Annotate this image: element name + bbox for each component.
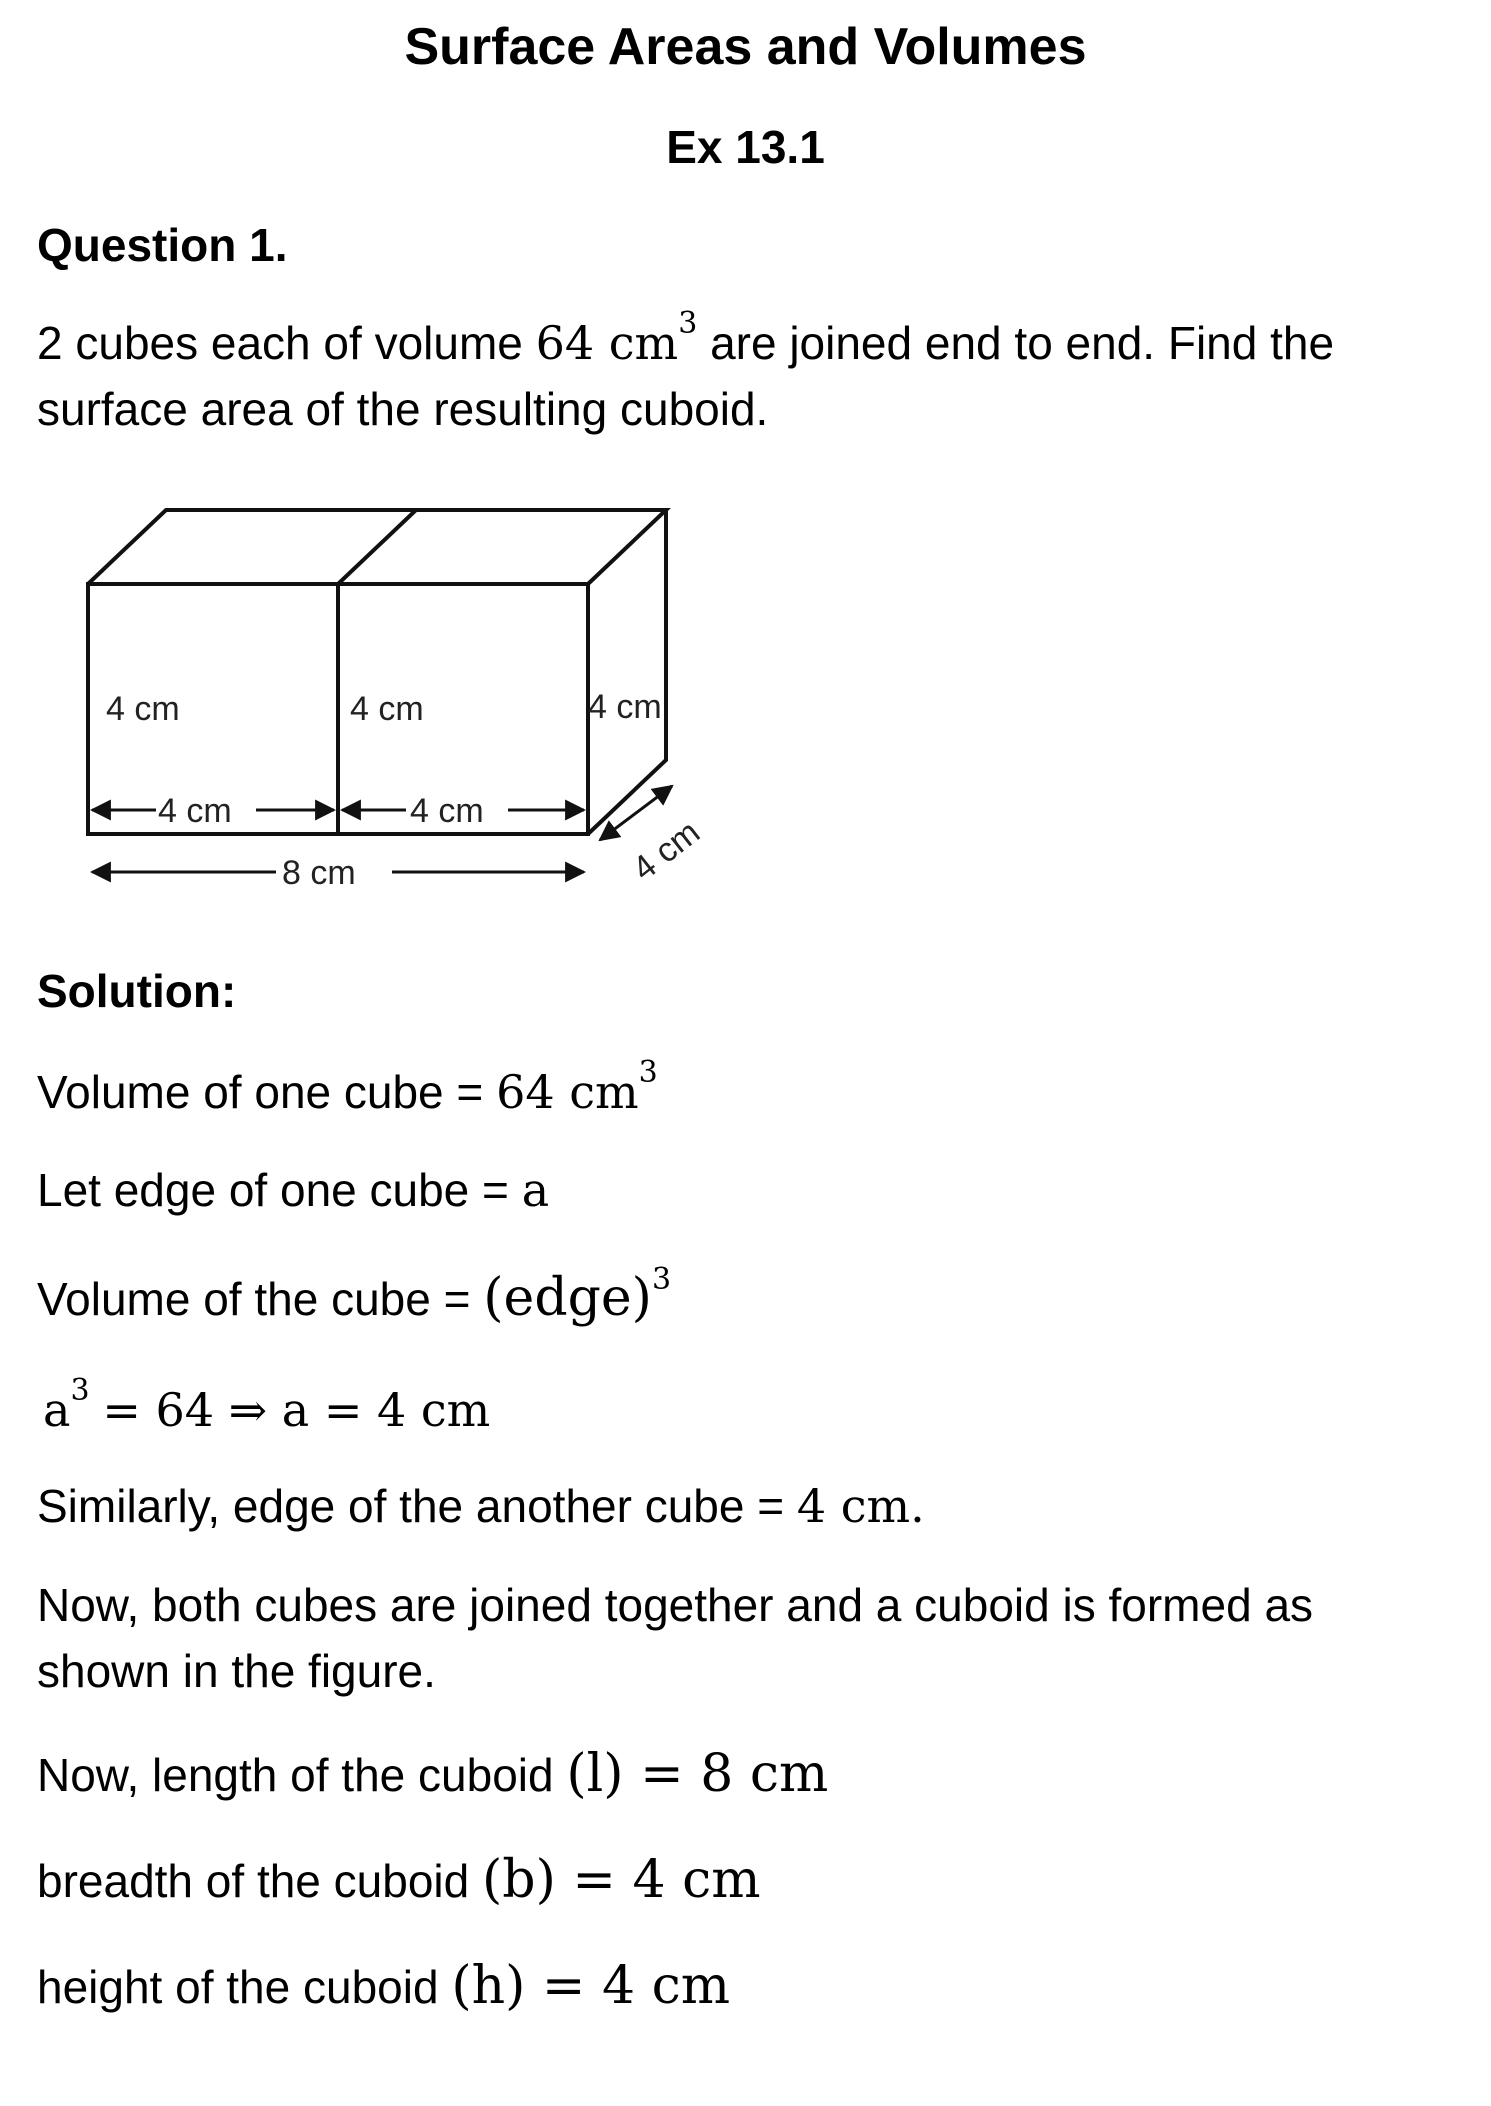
solution-line-7-text: Now, length of the cuboid bbox=[37, 1749, 554, 1801]
solution-line-4 bbox=[37, 1373, 491, 1440]
question-label: Question 1. bbox=[37, 219, 288, 271]
solution-line-8 bbox=[37, 1850, 761, 1911]
exercise-title: Ex 13.1 bbox=[666, 121, 825, 173]
question-text bbox=[37, 306, 1457, 442]
question-volume-math: 64 cm bbox=[535, 316, 679, 370]
cuboid-figure bbox=[60, 490, 760, 910]
solution-line-5-text: Similarly, edge of the another cube = bbox=[37, 1480, 785, 1532]
solution-line-3-math: (edge) bbox=[483, 1268, 652, 1328]
solution-line-9-math: (h) = 4 cm bbox=[451, 1956, 731, 2016]
cube1-width-label: 4 cm bbox=[158, 792, 232, 830]
solution-line-1-exponent: 3 bbox=[638, 1055, 658, 1090]
solution-line-4-a: a bbox=[43, 1383, 71, 1437]
solution-line-4-rest: = 64 ⇒ a = 4 cm bbox=[102, 1383, 491, 1437]
side-face bbox=[588, 510, 666, 834]
solution-line-1-math: 64 cm bbox=[496, 1065, 639, 1119]
depth-label: 4 cm bbox=[625, 812, 707, 889]
solution-line-3-exponent: 3 bbox=[651, 1262, 672, 1297]
cuboid-diagram bbox=[60, 490, 760, 910]
solution-label: Solution: bbox=[37, 965, 237, 1017]
question-text-after: are joined end to end. Find the surface area of the resulting cuboid. bbox=[37, 317, 1335, 435]
solution-line-3-text: Volume of the cube = bbox=[37, 1273, 471, 1325]
solution-line-9 bbox=[37, 1956, 730, 2017]
cube1-height-label: 4 cm bbox=[106, 690, 180, 728]
solution-line-8-math: (b) = 4 cm bbox=[482, 1850, 761, 1910]
solution-line-9-text: height of the cuboid bbox=[37, 1961, 439, 2013]
solution-line-6: Now, both cubes are joined together and a cuboid is formed as shown in the figure. bbox=[37, 1579, 1314, 1697]
solution-line-1-text: Volume of one cube = bbox=[37, 1066, 484, 1118]
side-height-label: 4 cm bbox=[588, 688, 662, 726]
solution-line-5 bbox=[37, 1476, 925, 1536]
solution-line-7-math: (l) = 8 cm bbox=[566, 1744, 829, 1804]
solution-line-3 bbox=[37, 1262, 672, 1329]
solution-line-4-exponent: 3 bbox=[70, 1373, 90, 1408]
top-divider bbox=[338, 510, 416, 584]
solution-line-5-math: 4 cm. bbox=[796, 1479, 925, 1533]
solution-line-2-math: a bbox=[521, 1163, 550, 1217]
question-volume-exponent: 3 bbox=[678, 306, 698, 341]
total-length-label: 8 cm bbox=[282, 854, 356, 892]
solution-line-2 bbox=[37, 1160, 549, 1220]
solution-line-7 bbox=[37, 1744, 828, 1805]
cuboid-edges bbox=[88, 510, 666, 834]
solution-line-1 bbox=[37, 1055, 658, 1122]
cube2-height-label: 4 cm bbox=[350, 690, 424, 728]
cube2-width-label: 4 cm bbox=[410, 792, 484, 830]
solution-line-8-text: breadth of the cuboid bbox=[37, 1855, 470, 1907]
question-text-before: 2 cubes each of volume bbox=[37, 317, 523, 369]
solution-line-2-text: Let edge of one cube = bbox=[37, 1164, 509, 1216]
page-title: Surface Areas and Volumes bbox=[404, 18, 1087, 76]
